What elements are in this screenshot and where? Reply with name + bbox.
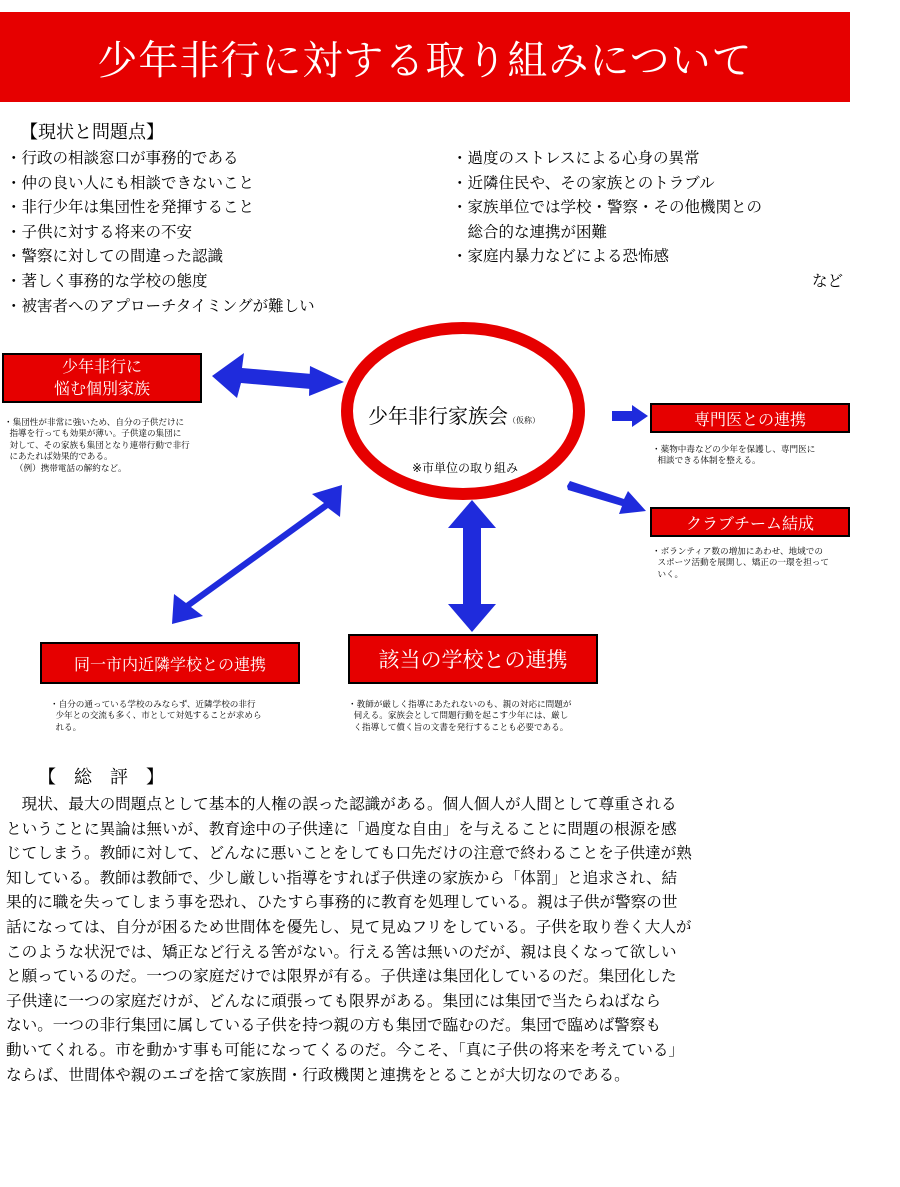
center-sub: ※市単位の取り組み (412, 461, 519, 475)
family-box (2, 353, 202, 403)
issue-item: ・家族単位では学校・警察・その他機関との (452, 198, 763, 217)
summary-line: 果的に職を失ってしまう事を恐れ、ひたすら事務的に教育を処理している。親は子供が警察の世 (6, 893, 678, 912)
club-box (650, 507, 850, 537)
note-line: 対して、その家族も集団となり連帯行動で非行 (4, 440, 190, 451)
note-line: ・集団性が非常に強いため、自分の子供だけに (4, 418, 185, 428)
arrow-to-club (567, 481, 646, 514)
school-box (348, 634, 598, 684)
issues-heading: 【現状と問題点】 (20, 122, 164, 143)
school-box-label: 該当の学校との連携 (378, 648, 568, 672)
note-line: ・薬物中毒などの少年を保護し、専門医に (652, 445, 816, 455)
family-box-line: 少年非行に (61, 357, 142, 376)
note-line: ・教師が厳しく指導にあたれないのも、親の対応に問題が (348, 700, 572, 710)
double-arrow-family-head (309, 366, 344, 396)
center-label-group (368, 400, 540, 429)
note-line: にあたれば効果的である。 (4, 452, 113, 463)
summary-line: と願っているのだ。一つの家庭だけでは限界が有る。子供達は集団化しているのだ。集団化した (6, 967, 677, 986)
summary-line: 子供達に一つの家庭だけが、どんなに頑張っても限界がある。集団には集団で当たらねばなら (6, 991, 661, 1010)
issue-item: ・行政の相談窓口が事務的である (6, 149, 239, 167)
summary-body (6, 792, 766, 1087)
family-box-line: 悩む個別家族 (53, 379, 150, 398)
specialist-box-label: 専門医との連携 (693, 409, 806, 429)
specialist-box (650, 403, 850, 433)
issue-item: ・著しく事務的な学校の態度 (6, 271, 208, 290)
club-note (652, 547, 829, 581)
issue-item: ・子供に対する将来の不安 (6, 222, 193, 241)
issues-etc: など (812, 272, 844, 290)
nearby-school-box-label: 同一市内近隣学校との連携 (73, 654, 266, 674)
arrow-to-specialist (612, 405, 648, 427)
issue-item: ・被害者へのアプローチタイミングが難しい (6, 296, 315, 315)
note-line: 相談できる体制を整える。 (652, 456, 761, 467)
issue-item: 総合的な連携が困難 (452, 222, 608, 241)
summary-line: 動いてくれる。市を動かす事も可能になってくるのだ。今こそ、「真に子供の将来を考えている」 (6, 1040, 685, 1059)
note-line: ・ボランティア数の増加にあわせ、地域での (652, 547, 823, 557)
nearby-school-note (50, 700, 262, 734)
page-title: 少年非行に対する取り組みについて (97, 37, 753, 84)
double-arrow-school (448, 500, 496, 632)
summary-line: ない。一つの非行集団に属している子供を持つ親の方も集団で臨むのだ。集団で臨めば警察も (6, 1016, 661, 1035)
summary-line: ということに異論は無いが、教育途中の子供達に「過度な自由」を与えることに問題の根源を感 (6, 819, 677, 838)
note-line: く指導して償く旨の文書を発行することも必要である。 (348, 722, 569, 733)
double-arrow-nearby-school (172, 485, 342, 624)
summary-line: 知している。教師は教師で、少し厳しい指導をすれば子供達の家族から「体罰」と追求され、結 (6, 868, 678, 887)
note-line: （例）携帯電話の解約など。 (4, 463, 127, 474)
summary-line: 話になっては、自分が困るため世間体を優先し、見て見ぬフリをしている。子供を取り巻く大人が (6, 917, 692, 936)
family-note (4, 418, 190, 475)
note-line: ・自分の通っている学校のみならず、近隣学校の非行 (50, 700, 256, 710)
note-line: 指導を行っても効果が薄い。子供達の集団に (4, 429, 182, 440)
club-box-label: クラブチーム結成 (685, 513, 814, 533)
summary-line: このような状況では、矯正など行える筈がない。行える筈は無いのだが、親は良くなって欲しい (6, 942, 677, 961)
issue-item: ・仲の良い人にも相談できないこと (6, 173, 255, 192)
double-arrow-family (212, 353, 312, 398)
note-line: スポーツ活動を展開し、矯正の一環を担って (652, 558, 829, 569)
center-label-small: （仮称） (508, 416, 540, 425)
note-line: れる。 (50, 722, 82, 733)
note-line: 伺える。家族会として問題行動を起こす少年には、厳し (348, 711, 569, 722)
issue-item: ・家庭内暴力などによる恐怖感 (452, 247, 670, 266)
issue-item: ・警察に対しての間違った認識 (6, 247, 224, 266)
note-line: 少年との交流も多く、市として対処することが求めら (50, 711, 262, 722)
nearby-school-box (40, 642, 300, 684)
summary-heading: 【 総 評 】 (38, 767, 164, 788)
summary-line: 現状、最大の問題点として基本的人権の誤った認識がある。個人個人が人間として尊重される (6, 795, 677, 813)
note-line: いく。 (652, 569, 684, 580)
specialist-note (652, 445, 815, 468)
issue-item: ・近隣住民や、その家族とのトラブル (452, 173, 715, 192)
school-note (348, 700, 571, 734)
issue-item: ・非行少年は集団性を発揮すること (6, 198, 255, 217)
issue-item: ・過度のストレスによる心身の異常 (452, 149, 700, 167)
summary-line: じてしまう。教師に対して、どんなに悪いことをしても口先だけの注意で終わることを子供達が熟 (6, 844, 692, 863)
center-label: 少年非行家族会 (368, 404, 508, 428)
summary-line: ならば、世間体や親のエゴを捨て家族間・行政機関と連携をとることが大切なのである。 (6, 1065, 630, 1084)
